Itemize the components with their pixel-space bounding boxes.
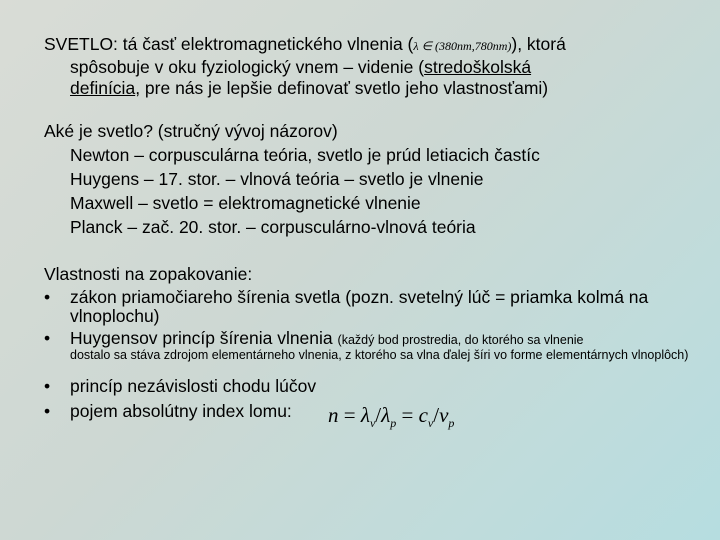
- underlined-term: stredoškolská: [424, 57, 532, 77]
- property-item-2: [44, 329, 694, 362]
- wavelength-range-formula: λ ∈ (380nm,780nm): [413, 39, 512, 53]
- property-text: princíp nezávislosti chodu lúčov: [70, 376, 317, 396]
- bullet: •: [44, 401, 51, 421]
- formula-symbol: n: [328, 403, 339, 427]
- formula-symbol: /: [433, 403, 440, 427]
- formula-subscript: p: [448, 416, 455, 431]
- definition-text: SVETLO: tá časť elektromagnetického vlnenia (: [44, 34, 414, 54]
- formula-subscript: v: [369, 416, 376, 431]
- history-item: Planck – zač. 20. stor. – corpusculárno-vlnová teória: [70, 217, 476, 237]
- definition-text: ), ktorá: [511, 34, 566, 54]
- formula-subscript: p: [390, 416, 397, 431]
- history-item: Huygens – 17. stor. – vlnová teória – svetlo je vlnenie: [70, 169, 484, 189]
- property-note: (každý bod prostredia, do ktorého sa vlnenie: [337, 333, 584, 347]
- formula-symbol: λ: [360, 403, 370, 427]
- property-main-text: Huygensov princíp šírenia vlnenia: [70, 328, 333, 348]
- property-note: dostalo sa stáva zdrojom elementárneho vlnenia, z ktorého sa vlna ďalej šíri vo forme elementárnych vlnoplôch): [70, 348, 689, 362]
- history-item: Maxwell – svetlo = elektromagnetické vlnenie: [70, 193, 421, 213]
- history-item: Newton – corpusculárna teória, svetlo je prúd letiacich častíc: [70, 145, 540, 165]
- formula-symbol: λ: [381, 403, 391, 427]
- formula-symbol: =: [343, 403, 356, 427]
- bullet: •: [44, 376, 51, 396]
- underlined-term: definícia: [70, 78, 136, 98]
- bullet: •: [44, 328, 51, 348]
- property-item-1: [44, 288, 694, 326]
- property-text: pojem absolútny index lomu:: [70, 401, 292, 421]
- property-text: [70, 329, 694, 362]
- definition-text: spôsobuje v oku fyziologický vnem – videnie (: [70, 57, 425, 77]
- formula-subscript: v: [427, 416, 434, 431]
- refractive-index-formula: [328, 403, 454, 431]
- formula-symbol: =: [401, 403, 414, 427]
- formula-symbol: v: [439, 403, 449, 427]
- history-question: Aké je svetlo? (stručný vývoj názorov): [44, 121, 338, 141]
- definition-line-2: [44, 57, 684, 78]
- property-item-3: [44, 377, 694, 396]
- definition-line-1: [44, 34, 684, 57]
- definition-paragraph: [44, 34, 684, 99]
- definition-line-3: [44, 78, 684, 99]
- bullet: •: [44, 287, 51, 307]
- formula-symbol: c: [418, 403, 428, 427]
- property-text: zákon priamočiareho šírenia svetla (pozn. svetelný lúč = priamka kolmá na vlnoplochu): [70, 287, 649, 326]
- definition-text: , pre nás je lepšie definovať svetlo jeho vlastnosťami): [135, 78, 549, 98]
- formula-symbol: /: [375, 403, 382, 427]
- properties-title: Vlastnosti na zopakovanie:: [44, 264, 253, 284]
